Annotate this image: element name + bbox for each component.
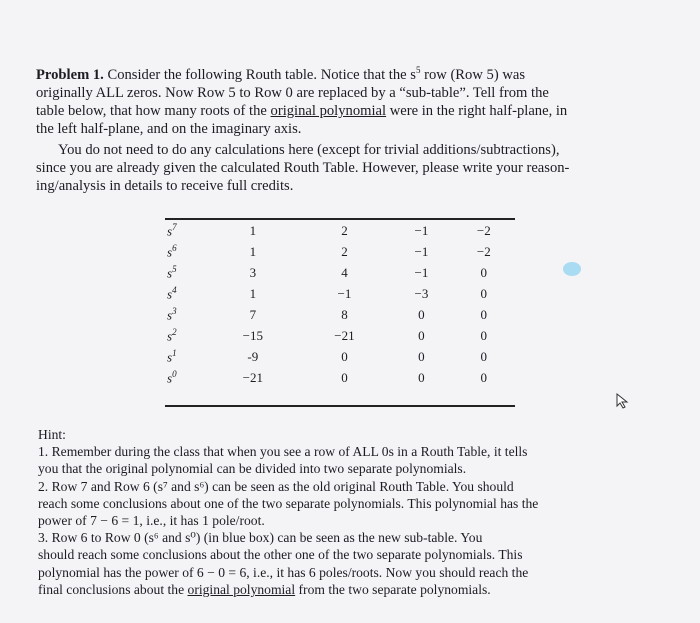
hint-3-line-1: 3. Row 6 to Row 0 (s⁶ and s⁰) (in blue box) can be seen as the new sub-table. You xyxy=(38,530,483,546)
routh-cell: -9 xyxy=(247,348,259,364)
hint-title: Hint: xyxy=(38,427,66,442)
routh-cell: −1 xyxy=(414,222,429,238)
routh-row xyxy=(165,241,515,262)
routh-row xyxy=(165,262,515,283)
routh-cell: −2 xyxy=(476,222,491,238)
routh-cell: 7 xyxy=(249,306,257,322)
routh-cell: 2 xyxy=(341,243,348,259)
routh-cell: 0 xyxy=(341,369,348,385)
routh-cell: 0 xyxy=(341,348,348,364)
routh-cell: 0 xyxy=(480,264,488,280)
routh-cell: −21 xyxy=(334,327,355,343)
routh-row-label: $s^7$ xyxy=(167,221,177,239)
routh-row xyxy=(165,304,515,325)
instructions-paragraph xyxy=(36,141,642,196)
routh-row-label: $s^2$ xyxy=(167,326,177,344)
routh-row-label: $s^0$ xyxy=(167,368,177,386)
routh-cell: 1 xyxy=(249,243,257,259)
hint-2-line-1: 2. Row 7 and Row 6 (s⁷ and s⁶) can be seen as the old original Routh Table. You should xyxy=(38,478,514,494)
underlined-phrase: original polynomial xyxy=(270,103,387,120)
routh-cell: 8 xyxy=(341,306,348,322)
routh-cell: 2 xyxy=(341,222,348,238)
routh-row-label: $s^3$ xyxy=(167,305,177,323)
routh-cell: −2 xyxy=(476,243,491,259)
routh-cell: −3 xyxy=(414,285,429,301)
routh-cell: 4 xyxy=(341,264,348,280)
hint-2-line-2: reach some conclusions about one of the two separate polynomials. This polynomial has the xyxy=(38,495,539,511)
routh-cell: 0 xyxy=(480,285,488,301)
underlined-phrase: original polynomial xyxy=(187,581,296,597)
problem-label: Problem 1. xyxy=(36,66,104,83)
hint-1-line-2: you that the original polynomial can be divided into two separate polynomials. xyxy=(38,461,467,477)
problem-line-1: Problem 1. Consider the following Routh table. Notice that the $s^5$ row (Row 5) was xyxy=(36,65,526,83)
problem-line-3: table below, that how many roots of the original polynomial were in the right half-plane, in xyxy=(36,103,568,120)
routh-row-label: $s^6$ xyxy=(167,242,177,260)
hint-3-line-3: polynomial has the power of 6 − 0 = 6, i.e., it has 6 poles/roots. Now you should reach the xyxy=(38,564,529,580)
routh-cell: −1 xyxy=(337,285,352,301)
hint-3-line-4: final conclusions about the original polynomial from the two separate polynomials. xyxy=(38,581,491,597)
hint-1-line-1: 1. Remember during the class that when you see a row of ALL 0s in a Routh Table, it tells xyxy=(38,444,528,460)
routh-cell: 0 xyxy=(480,369,488,385)
instructions-line-3: ing/analysis in details to receive full credits. xyxy=(36,178,294,195)
mouse-cursor-icon xyxy=(616,393,630,409)
routh-cell: −1 xyxy=(414,264,429,280)
routh-cell: 1 xyxy=(249,222,257,238)
routh-cell: −15 xyxy=(242,327,263,343)
problem-line-2: originally ALL zeros. Now Row 5 to Row 0 are replaced by a “sub-table”. Tell from the xyxy=(36,85,549,102)
instructions-line-2: since you are already given the calculated Routh Table. However, please write your reason- xyxy=(36,160,570,177)
instructions-line-1: You do not need to do any calculations here (except for trivial additions/subtractions), xyxy=(58,142,560,158)
hint-2-line-3: power of 7 − 6 = 1, i.e., it has 1 pole/root. xyxy=(38,513,265,529)
routh-row xyxy=(165,325,515,346)
routh-cell: 0 xyxy=(418,348,425,364)
hint-3-line-2: should reach some conclusions about the other one of the two separate polynomials. This xyxy=(38,547,523,563)
routh-cell: 0 xyxy=(418,306,425,322)
routh-cell: 0 xyxy=(480,348,488,364)
routh-cell: 0 xyxy=(418,327,425,343)
routh-row xyxy=(165,220,515,241)
routh-row-label: $s^1$ xyxy=(167,347,177,365)
routh-row xyxy=(165,346,515,367)
routh-row-label: $s^5$ xyxy=(167,263,177,281)
table-bottom-rule xyxy=(165,405,515,407)
blue-highlight-dot xyxy=(563,262,581,276)
routh-row xyxy=(165,367,515,388)
routh-cell: 1 xyxy=(249,285,257,301)
routh-row xyxy=(165,283,515,304)
routh-table xyxy=(165,220,515,388)
problem-line-4: the left half-plane, and on the imaginary axis. xyxy=(36,121,302,138)
problem-paragraph xyxy=(36,61,642,139)
routh-cell: 0 xyxy=(480,306,488,322)
routh-cell: 0 xyxy=(480,327,488,343)
routh-cell: 0 xyxy=(418,369,425,385)
routh-cell: −21 xyxy=(242,369,263,385)
routh-cell: −1 xyxy=(414,243,429,259)
routh-cell: 3 xyxy=(249,264,257,280)
routh-row-label: $s^4$ xyxy=(167,284,177,302)
hint-section xyxy=(38,426,636,598)
